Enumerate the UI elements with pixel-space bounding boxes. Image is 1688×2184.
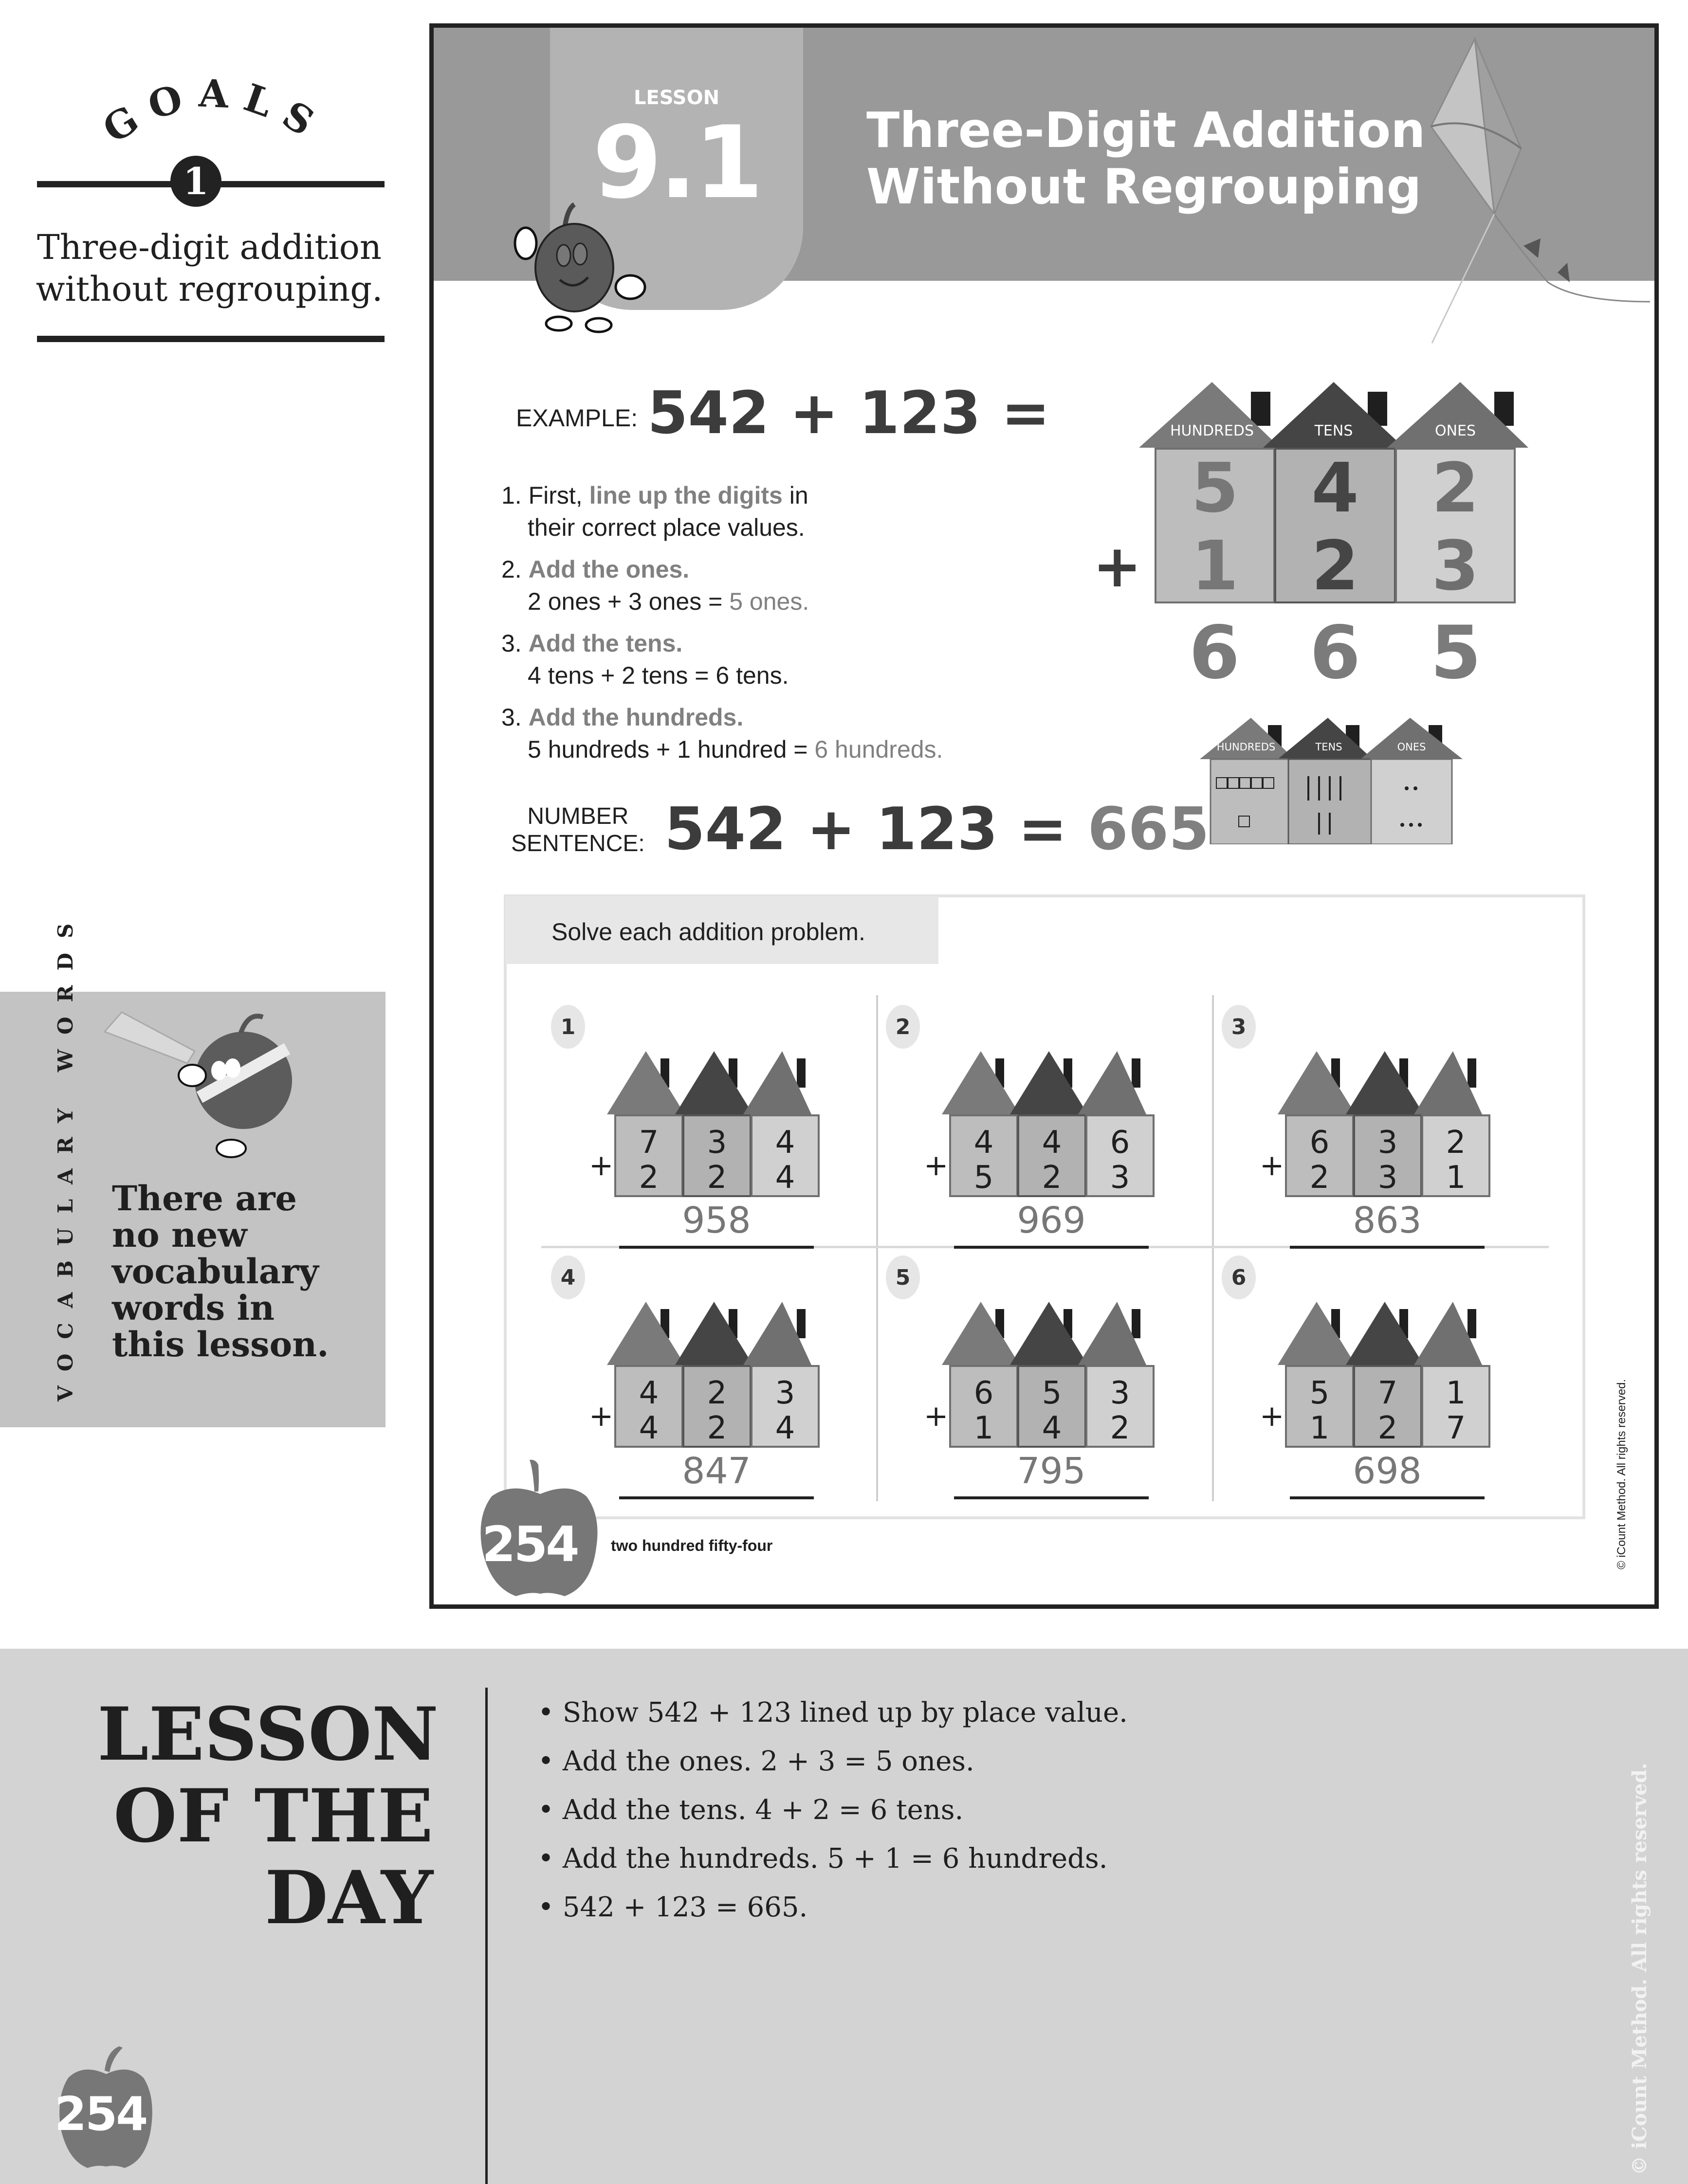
step-result: 6 tens. <box>716 662 789 689</box>
answer-field[interactable]: 698 <box>1353 1450 1422 1492</box>
digit: 7 <box>639 1125 659 1161</box>
problem-house-roofs <box>607 1051 811 1114</box>
problem-column-ones <box>751 1365 820 1448</box>
step-highlight: Add the hundreds. <box>528 704 744 731</box>
ns-answer: 665 <box>1087 796 1210 863</box>
digit: 2 <box>1311 527 1359 606</box>
problem-house-roofs <box>607 1302 811 1365</box>
problem-number: 1 <box>551 1005 585 1049</box>
goal-text-line1: Three-digit addition <box>37 227 382 267</box>
vocab-line: no new <box>112 1215 247 1255</box>
digit: 2 <box>707 1375 727 1411</box>
answer-line <box>954 1496 1149 1499</box>
copyright-lotd: © iCount Method. All rights reserved. <box>1628 1763 1651 2175</box>
digit: 1 <box>1309 1410 1330 1446</box>
digit: 2 <box>1377 1410 1398 1446</box>
goals-heading-arc <box>88 44 341 161</box>
result-digit-tens: 6 <box>1309 611 1361 695</box>
practice-instruction: Solve each addition problem. <box>551 918 865 946</box>
digit: 2 <box>1309 1160 1330 1196</box>
digit: 1 <box>1191 527 1239 606</box>
plus-sign: + <box>589 1148 614 1183</box>
problem-column-ones <box>1421 1114 1490 1197</box>
problem-house-roofs <box>942 1051 1146 1114</box>
result-digit-hundreds: 6 <box>1189 611 1240 695</box>
vocab-line: There are <box>112 1178 297 1219</box>
problem-column-hundreds <box>1285 1114 1354 1197</box>
digit: 2 <box>1110 1410 1130 1446</box>
plus-sign: + <box>589 1399 614 1433</box>
problem-house-roofs <box>1278 1051 1482 1114</box>
column-tens <box>1274 448 1396 606</box>
plus-sign: + <box>1260 1399 1284 1433</box>
result-digit-ones: 5 <box>1430 611 1482 695</box>
goal-number-badge: 1 <box>170 156 221 207</box>
example-label: EXAMPLE: <box>516 404 638 432</box>
step-result: 5 ones. <box>729 588 809 615</box>
problem-column-hundreds <box>614 1365 683 1448</box>
problem-number: 5 <box>886 1256 920 1299</box>
problem-column-tens <box>1017 1365 1086 1448</box>
answer-field[interactable]: 795 <box>1017 1450 1086 1492</box>
problem-number: 3 <box>1222 1005 1256 1049</box>
apple-mascot-trumpet-icon <box>102 1002 297 1168</box>
lotd-title-line2: OF THE <box>113 1773 433 1859</box>
step-3 <box>501 627 943 692</box>
digit: 3 <box>1377 1160 1398 1196</box>
small-roof-label-ones: ONES <box>1397 741 1426 753</box>
roof-label-tens: TENS <box>1314 422 1353 439</box>
plus-sign: + <box>1260 1148 1284 1183</box>
ns-label-line2: SENTENCE: <box>511 831 645 856</box>
digit: 6 <box>1309 1125 1330 1161</box>
lesson-title-line2: Without Regrouping <box>866 158 1422 215</box>
digit: 5 <box>973 1160 994 1196</box>
vocabulary-message <box>112 1180 329 1363</box>
digit: 3 <box>775 1375 795 1411</box>
problem-column-tens <box>1353 1114 1422 1197</box>
problem-column-tens <box>1353 1365 1422 1448</box>
problem-column-tens <box>1017 1114 1086 1197</box>
roof-label-ones: ONES <box>1434 422 1476 439</box>
vocab-line: this lesson. <box>112 1324 329 1365</box>
problem-column-tens <box>682 1114 752 1197</box>
house-roofs <box>1139 380 1528 453</box>
digit: 1 <box>973 1410 994 1446</box>
problem-number: 4 <box>551 1256 585 1299</box>
problem-column-hundreds <box>1285 1365 1354 1448</box>
vocab-line: words in <box>112 1288 275 1328</box>
answer-line <box>1290 1246 1485 1249</box>
copyright-page: © iCount Method. All rights reserved. <box>1615 1379 1628 1569</box>
step-highlight: Add the ones. <box>528 556 690 583</box>
column-ones <box>1395 448 1516 606</box>
answer-field[interactable]: 969 <box>1017 1200 1086 1241</box>
digit: 6 <box>1110 1125 1130 1161</box>
small-roof-label-hundreds: HUNDREDS <box>1216 741 1276 753</box>
digit: 5 <box>1191 449 1239 528</box>
digit: 2 <box>1042 1160 1062 1196</box>
problem-number: 6 <box>1222 1256 1256 1299</box>
step-detail: 4 tens + 2 tens = <box>528 662 716 689</box>
ns-label-line1: NUMBER <box>527 803 629 829</box>
digit: 2 <box>639 1160 659 1196</box>
digit: 4 <box>973 1125 994 1161</box>
problem-column-ones <box>1085 1365 1155 1448</box>
answer-line <box>954 1246 1149 1249</box>
vocab-line: vocabulary <box>112 1251 319 1292</box>
step-num: 2. <box>501 556 522 583</box>
number-sentence-label <box>511 803 645 857</box>
step-text: in <box>782 482 808 509</box>
step-num: 3. <box>501 704 522 731</box>
step-num: 3. <box>501 630 522 657</box>
step-4 <box>501 701 943 765</box>
number-sentence-equation <box>664 796 1210 863</box>
digit: 6 <box>973 1375 994 1411</box>
page-number-words: two hundred fifty-four <box>611 1537 773 1554</box>
goal-text <box>29 226 389 310</box>
lotd-bullet: • Add the ones. 2 + 3 = 5 ones. <box>538 1737 1128 1786</box>
digit: 4 <box>1042 1410 1062 1446</box>
digit: 5 <box>1042 1375 1062 1411</box>
lotd-title-line3: DAY <box>264 1855 433 1941</box>
digit: 3 <box>1431 527 1479 606</box>
vocabulary-heading: VOCABULARY WORDS <box>54 909 77 1401</box>
step-detail: their correct place values. <box>528 514 805 541</box>
digit: 3 <box>1110 1160 1130 1196</box>
page-number: 254 <box>482 1516 578 1573</box>
lesson-label: LESSON <box>633 87 720 109</box>
problem-column-hundreds <box>949 1365 1018 1448</box>
problem-column-hundreds <box>949 1114 1018 1197</box>
lesson-title <box>866 102 1425 215</box>
step-detail: 5 hundreds + 1 hundred = <box>528 736 815 763</box>
lesson-title-line1: Three-Digit Addition <box>866 102 1426 159</box>
problem-column-ones <box>1421 1365 1490 1448</box>
roof-label-hundreds: HUNDREDS <box>1170 422 1254 439</box>
problem-column-ones <box>751 1114 820 1197</box>
step-1 <box>501 479 943 544</box>
answer-field[interactable]: 958 <box>682 1200 751 1241</box>
step-num: 1. <box>501 482 522 509</box>
digit: 4 <box>775 1125 795 1161</box>
plus-sign: + <box>924 1148 949 1183</box>
lesson-number: 9.1 <box>592 105 761 221</box>
digit: 2 <box>1446 1125 1466 1161</box>
step-text: First, <box>528 482 589 509</box>
lotd-divider <box>485 1688 488 2184</box>
problem-number: 2 <box>886 1005 920 1049</box>
digit: 4 <box>639 1375 659 1411</box>
lesson-of-the-day-bullets <box>538 1689 1128 1932</box>
answer-line <box>1290 1496 1485 1499</box>
goals-heading: GOALS <box>95 71 333 152</box>
digit: 2 <box>707 1160 727 1196</box>
problem-house-roofs <box>942 1302 1146 1365</box>
lesson-of-the-day-title <box>97 1692 439 1941</box>
answer-line <box>619 1496 814 1499</box>
practice-instruction-tab <box>505 896 938 964</box>
digit: 5 <box>1309 1375 1330 1411</box>
base-ten-house-drawing <box>1200 713 1463 844</box>
lotd-bullet: • 542 + 123 = 665. <box>538 1883 1128 1932</box>
digit: 4 <box>639 1410 659 1446</box>
problem-column-hundreds <box>614 1114 683 1197</box>
digit: 4 <box>775 1410 795 1446</box>
grid-divider-vertical <box>876 995 878 1501</box>
answer-field[interactable]: 847 <box>682 1450 751 1492</box>
digit: 3 <box>1377 1125 1398 1161</box>
small-roof-label-tens: TENS <box>1315 741 1342 753</box>
digit: 4 <box>1042 1125 1062 1161</box>
problem-house-roofs <box>1278 1302 1482 1365</box>
apple-mascot-icon <box>501 195 662 336</box>
lotd-title-line1: LESSON <box>97 1692 439 1777</box>
lotd-bullet: • Add the tens. 4 + 2 = 6 tens. <box>538 1786 1128 1835</box>
lotd-bullet: • Show 542 + 123 lined up by place value. <box>538 1689 1128 1737</box>
plus-sign: + <box>924 1399 949 1433</box>
digit: 7 <box>1377 1375 1398 1411</box>
step-highlight: Add the tens. <box>528 630 683 657</box>
steps-list <box>501 479 943 765</box>
problem-column-tens <box>682 1365 752 1448</box>
svg-text:GOALS <box>95 71 333 152</box>
column-hundreds <box>1155 448 1275 606</box>
ns-equation: 542 + 123 = <box>664 796 1088 863</box>
goals-divider-bottom <box>37 336 385 342</box>
step-2 <box>501 553 943 618</box>
problem-column-ones <box>1085 1114 1155 1197</box>
digit: 3 <box>1110 1375 1130 1411</box>
plus-sign: + <box>1093 533 1142 601</box>
digit: 4 <box>1311 449 1359 528</box>
step-detail: 2 ones + 3 ones = <box>528 588 730 615</box>
answer-field[interactable]: 863 <box>1353 1200 1422 1241</box>
digit: 1 <box>1446 1375 1466 1411</box>
digit: 4 <box>775 1160 795 1196</box>
lotd-page-number: 254 <box>55 2088 147 2141</box>
example-equation: 542 + 123 = <box>647 380 1050 447</box>
step-result: 6 hundreds. <box>814 736 943 763</box>
digit: 2 <box>707 1410 727 1446</box>
step-highlight: line up the digits <box>589 482 783 509</box>
digit: 7 <box>1446 1410 1466 1446</box>
lotd-bullet: • Add the hundreds. 5 + 1 = 6 hundreds. <box>538 1835 1128 1883</box>
answer-line <box>619 1246 814 1249</box>
kite-icon <box>1421 29 1655 346</box>
goal-text-line2: without regrouping. <box>36 269 383 309</box>
digit: 3 <box>707 1125 727 1161</box>
digit: 1 <box>1446 1160 1466 1196</box>
grid-divider-vertical <box>1212 995 1214 1501</box>
digit: 2 <box>1431 449 1479 528</box>
